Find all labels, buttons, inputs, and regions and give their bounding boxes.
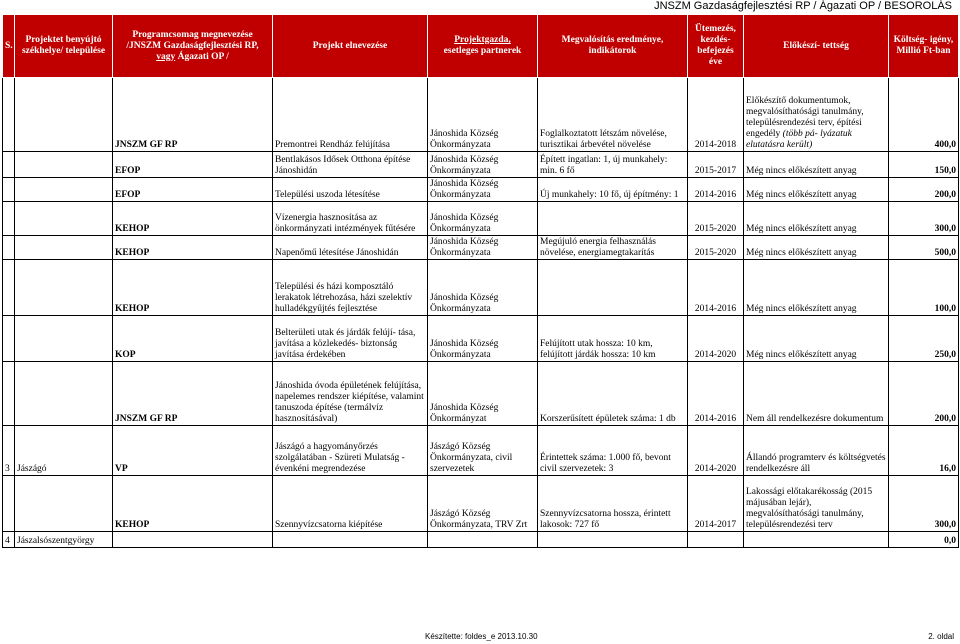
row-koltseg — [889, 426, 959, 476]
row-elnevezes — [273, 202, 428, 236]
row-elokeszitettseg — [744, 426, 889, 476]
row-elokeszitettseg — [744, 260, 889, 316]
table-row — [3, 152, 959, 178]
row-eredmeny-text: Érintettek száma: 1.000 fő, bevont civil szervezetek: 3 — [540, 453, 671, 474]
row-telepules — [15, 316, 113, 362]
row-telepules — [15, 236, 113, 260]
row-koltseg — [889, 178, 959, 202]
col-header-elnevezes: Projekt elnevezése — [273, 15, 428, 78]
row-ev — [688, 78, 744, 152]
row-elokeszitettseg-text: Előkészítő dokumentumok, megvalósíthatósági tanulmány, településrendezési terv, építési engedély — [746, 96, 864, 139]
row-gazda-text: Jánoshida Község Önkormányzat — [430, 403, 499, 424]
row-program — [113, 178, 273, 202]
row-elnevezes — [273, 152, 428, 178]
row-eredmeny — [538, 362, 688, 426]
row-eredmeny-text: Szennyvízcsatorna hossza, érintett lakosok: 727 fő — [540, 509, 671, 530]
row-elnevezes-text: Belterületi utak és járdák felújí- tása, javítása a közlekedés- biztonság javítása érdekében — [275, 328, 416, 360]
page-footer — [0, 630, 960, 644]
row-elokeszitettseg — [744, 236, 889, 260]
row-koltseg — [889, 260, 959, 316]
row-gazda-text: Jánoshida Község Önkormányzata — [430, 179, 499, 200]
row-sorszam — [3, 260, 15, 316]
row-gazda — [428, 260, 538, 316]
row-gazda — [428, 236, 538, 260]
row-gazda — [428, 316, 538, 362]
row-koltseg — [889, 362, 959, 426]
row-elnevezes — [273, 178, 428, 202]
row-program-text: EFOP — [115, 166, 141, 176]
row-eredmeny — [538, 476, 688, 532]
row-ev-text: 2014-2017 — [694, 520, 737, 530]
row-program-text: KEHOP — [115, 304, 150, 314]
table-row — [3, 316, 959, 362]
row-program — [113, 316, 273, 362]
col-header-eredmeny: Megvalósítás eredménye, indikátorok — [538, 15, 688, 78]
row-program — [113, 152, 273, 178]
row-koltseg-text: 0,0 — [944, 536, 956, 546]
row-gazda — [428, 178, 538, 202]
row-elnevezes-text: Bentlakásos Idősek Otthona építése Jánoshidán — [275, 155, 411, 176]
row-elnevezes-text: Napenőmű létesítése Jánoshidán — [275, 248, 399, 258]
row-telepules — [15, 152, 113, 178]
table-body — [3, 78, 959, 548]
row-sorszam — [3, 316, 15, 362]
row-gazda-text: Jánoshida Község Önkormányzata — [430, 339, 499, 360]
row-koltseg — [889, 476, 959, 532]
row-telepules — [15, 426, 113, 476]
row-eredmeny — [538, 532, 688, 548]
row-koltseg-text: 150,0 — [934, 166, 956, 176]
row-ev-text: 2015-2017 — [694, 166, 737, 176]
row-eredmeny-text: Foglalkoztatott létszám növelése, turisztikai árbevétel növelése — [540, 129, 667, 150]
row-elnevezes-text: Jánoshida óvoda épületének felújítása, napelemes rendszer kiépítése, valamint tanuszoda építése (termálvíz hasznosításával) — [275, 381, 424, 424]
col-header-utemezes: Ütemezés, kezdés- befejezés éve — [688, 15, 744, 78]
row-gazda — [428, 362, 538, 426]
row-sorszam — [3, 178, 15, 202]
row-sorszam — [3, 78, 15, 152]
row-program-text: JNSZM GF RP — [115, 414, 178, 424]
row-ev-text: 2014-2016 — [694, 190, 737, 200]
col-header-koltseg: Költség- igény, Millió Ft-ban — [889, 15, 959, 78]
row-eredmeny — [538, 426, 688, 476]
row-eredmeny-text: Új munkahely: 10 fő, új építmény: 1 — [540, 190, 679, 200]
row-elokeszitettseg-text: Még nincs előkészített anyag — [746, 166, 857, 176]
row-elokeszitettseg — [744, 362, 889, 426]
row-eredmeny — [538, 78, 688, 152]
row-ev-text: 2014-2020 — [694, 350, 737, 360]
table-row — [3, 362, 959, 426]
row-program-text: EFOP — [115, 190, 141, 200]
row-elnevezes — [273, 260, 428, 316]
row-koltseg-text: 100,0 — [934, 304, 956, 314]
row-eredmeny — [538, 236, 688, 260]
row-ev-text: 2014-2016 — [694, 304, 737, 314]
row-ev-text: 2014-2020 — [694, 464, 737, 474]
table-header-row — [3, 15, 959, 78]
col-header-szekhely: Projektet benyújtó székhelye/ települése — [15, 15, 113, 78]
page-header-bar — [0, 0, 960, 14]
row-gazda-text: Jánoshida Község Önkormányzata — [430, 213, 499, 234]
table-row — [3, 426, 959, 476]
row-gazda-text: Jászágó Község Önkormányzata, TRV Zrt — [430, 509, 528, 530]
row-gazda-text: Jánoshida Község Önkormányzata — [430, 237, 499, 258]
row-eredmeny — [538, 260, 688, 316]
row-telepules — [15, 178, 113, 202]
col-header-program-text: Programcsomag megnevezése /JNSZM Gazdaságfejlesztési RP, — [126, 29, 259, 51]
row-telepules — [15, 532, 113, 548]
row-koltseg-text: 400,0 — [934, 140, 956, 150]
row-elnevezes — [273, 476, 428, 532]
row-program — [113, 260, 273, 316]
row-gazda-text: Jánoshida Község Önkormányzata — [430, 293, 499, 314]
row-telepules — [15, 260, 113, 316]
row-program — [113, 476, 273, 532]
col-header-program-agazati: Ágazati OP / — [177, 51, 229, 62]
row-ev-text: 2014-2016 — [694, 414, 737, 424]
row-ev — [688, 362, 744, 426]
row-sorszam — [3, 152, 15, 178]
row-sorszam — [3, 532, 15, 548]
row-elokeszitettseg-text: Még nincs előkészített anyag — [746, 190, 857, 200]
row-elokeszitettseg — [744, 202, 889, 236]
row-sorszam — [3, 426, 15, 476]
row-ev — [688, 426, 744, 476]
row-sorszam — [3, 202, 15, 236]
row-elnevezes-text: Szennyvízcsatorna kiépítése — [275, 520, 383, 530]
col-header-sorszam: S. — [3, 15, 15, 78]
row-eredmeny — [538, 316, 688, 362]
row-koltseg-text: 16,0 — [939, 464, 956, 474]
row-elnevezes-text: Települési uszoda létesítése — [275, 190, 380, 200]
col-header-program-vagy: vagy — [156, 51, 176, 62]
row-elokeszitettseg-text: Még nincs előkészített anyag — [746, 248, 857, 258]
row-ev — [688, 260, 744, 316]
row-elnevezes-text: Vízenergia hasznosítása az önkormányzati intézmények fűtésére — [275, 213, 416, 234]
row-program — [113, 426, 273, 476]
footer-made-by: Készítette: foldes_e 2013.10.30 — [425, 632, 538, 641]
row-koltseg — [889, 202, 959, 236]
row-telepules-text: Jászalsószentgyörgy — [17, 536, 95, 546]
footer-page-number: 2. oldal — [928, 632, 954, 641]
row-telepules-text: Jászágó — [17, 464, 47, 474]
table-row — [3, 476, 959, 532]
row-elokeszitettseg-text: Állandó programterv és költségvetés rendelkezésre áll — [746, 453, 886, 474]
row-telepules — [15, 476, 113, 532]
row-koltseg — [889, 532, 959, 548]
row-gazda — [428, 78, 538, 152]
row-sorszam — [3, 476, 15, 532]
row-program-text: KEHOP — [115, 520, 150, 530]
col-header-gazda-text: Projektgazda, — [454, 35, 511, 45]
row-elnevezes — [273, 236, 428, 260]
col-header-elokeszitettseg: Előkészí- tettség — [744, 15, 889, 78]
row-ev — [688, 476, 744, 532]
row-gazda-text: Jánoshida Község Önkormányzata — [430, 129, 499, 150]
table-row — [3, 236, 959, 260]
row-koltseg-text: 200,0 — [934, 190, 956, 200]
row-program — [113, 202, 273, 236]
row-elnevezes — [273, 316, 428, 362]
row-elnevezes — [273, 362, 428, 426]
row-gazda — [428, 152, 538, 178]
row-eredmeny-text: Épített ingatlan: 1, új munkahely: min. 6 fő — [540, 155, 668, 176]
row-sorszam-text: 3 — [5, 464, 10, 474]
row-elokeszitettseg — [744, 152, 889, 178]
row-eredmeny-text: Korszerűsített épületek száma: 1 db — [540, 414, 676, 424]
row-elokeszitettseg-text: Lakossági előtakarékosság (2015 májusában lejár), megvalósíthatósági tanulmány, településrendezési terv — [746, 487, 873, 530]
row-elokeszitettseg — [744, 316, 889, 362]
row-ev — [688, 202, 744, 236]
row-elokeszitettseg — [744, 178, 889, 202]
row-elnevezes-text: Települési és házi komposztáló lerakatok létrehozása, házi szelektív hulladékgyűjtés fejlesztése — [275, 282, 413, 314]
row-ev-text: 2015-2020 — [694, 224, 737, 234]
row-program-text: KEHOP — [115, 248, 150, 258]
row-telepules — [15, 78, 113, 152]
row-eredmeny — [538, 202, 688, 236]
table-row — [3, 202, 959, 236]
row-elokeszitettseg — [744, 532, 889, 548]
row-program — [113, 532, 273, 548]
row-koltseg — [889, 78, 959, 152]
row-gazda — [428, 476, 538, 532]
table-row — [3, 78, 959, 152]
row-ev — [688, 178, 744, 202]
row-ev — [688, 532, 744, 548]
row-gazda — [428, 532, 538, 548]
row-program — [113, 236, 273, 260]
row-koltseg-text: 300,0 — [934, 520, 956, 530]
row-telepules — [15, 362, 113, 426]
table-row — [3, 260, 959, 316]
row-elokeszitettseg-text: Nem áll rendelkezésre dokumentum — [746, 414, 884, 424]
row-elokeszitettseg-text: Még nincs előkészített anyag — [746, 224, 857, 234]
row-program-text: KEHOP — [115, 224, 150, 234]
row-koltseg — [889, 152, 959, 178]
row-program-text: JNSZM GF RP — [115, 140, 178, 150]
row-ev-text: 2014-2018 — [694, 140, 737, 150]
row-koltseg-text: 200,0 — [934, 414, 956, 424]
row-eredmeny-text: Felújított utak hossza: 10 km, felújított járdák hossza: 10 km — [540, 339, 656, 360]
row-ev — [688, 316, 744, 362]
table-row — [3, 532, 959, 548]
row-elokeszitettseg — [744, 476, 889, 532]
row-gazda-text: Jászágó Község Önkormányzata, civil szervezetek — [430, 442, 513, 474]
row-elnevezes — [273, 532, 428, 548]
row-elokeszitettseg-text: Még nincs előkészített anyag — [746, 304, 857, 314]
row-eredmeny — [538, 178, 688, 202]
row-gazda — [428, 202, 538, 236]
row-elnevezes — [273, 78, 428, 152]
project-table — [2, 14, 959, 548]
page-header-title: JNSZM Gazdaságfejlesztési RP / Ágazati OP / BESOROLÁS — [654, 0, 952, 12]
row-sorszam — [3, 362, 15, 426]
row-elokeszitettseg — [744, 78, 889, 152]
row-elnevezes-text: Premontrei Rendház felújítása — [275, 140, 391, 150]
col-header-gazda — [428, 15, 538, 78]
row-koltseg — [889, 236, 959, 260]
row-telepules — [15, 202, 113, 236]
row-koltseg — [889, 316, 959, 362]
row-elokeszitettseg-note: (több pá- lyázatuk elutatásra került) — [746, 129, 852, 150]
row-program — [113, 78, 273, 152]
row-koltseg-text: 500,0 — [934, 248, 956, 258]
row-eredmeny — [538, 152, 688, 178]
row-gazda — [428, 426, 538, 476]
row-sorszam — [3, 236, 15, 260]
row-elokeszitettseg-text: Még nincs előkészített anyag — [746, 350, 857, 360]
row-ev-text: 2015-2020 — [694, 248, 737, 258]
row-ev — [688, 236, 744, 260]
table-row — [3, 178, 959, 202]
row-sorszam-text: 4 — [5, 536, 10, 546]
row-program-text: VP — [115, 464, 128, 474]
row-elnevezes — [273, 426, 428, 476]
col-header-program — [113, 15, 273, 78]
row-koltseg-text: 250,0 — [934, 350, 956, 360]
row-elnevezes-text: Jászágó a hagyományőrzés szolgálatában - Szüreti Mulatság - évenkéni megrendezése — [275, 442, 405, 474]
col-header-gazda-partner: esetleges partnerek — [443, 46, 522, 56]
row-gazda-text: Jánoshida Község Önkormányzata — [430, 155, 499, 176]
row-program-text: KOP — [115, 350, 136, 360]
row-ev — [688, 152, 744, 178]
row-eredmeny-text: Megújuló energia felhasználás növelése, energiamegtakarítás — [540, 237, 656, 258]
row-koltseg-text: 300,0 — [934, 224, 956, 234]
row-program — [113, 362, 273, 426]
